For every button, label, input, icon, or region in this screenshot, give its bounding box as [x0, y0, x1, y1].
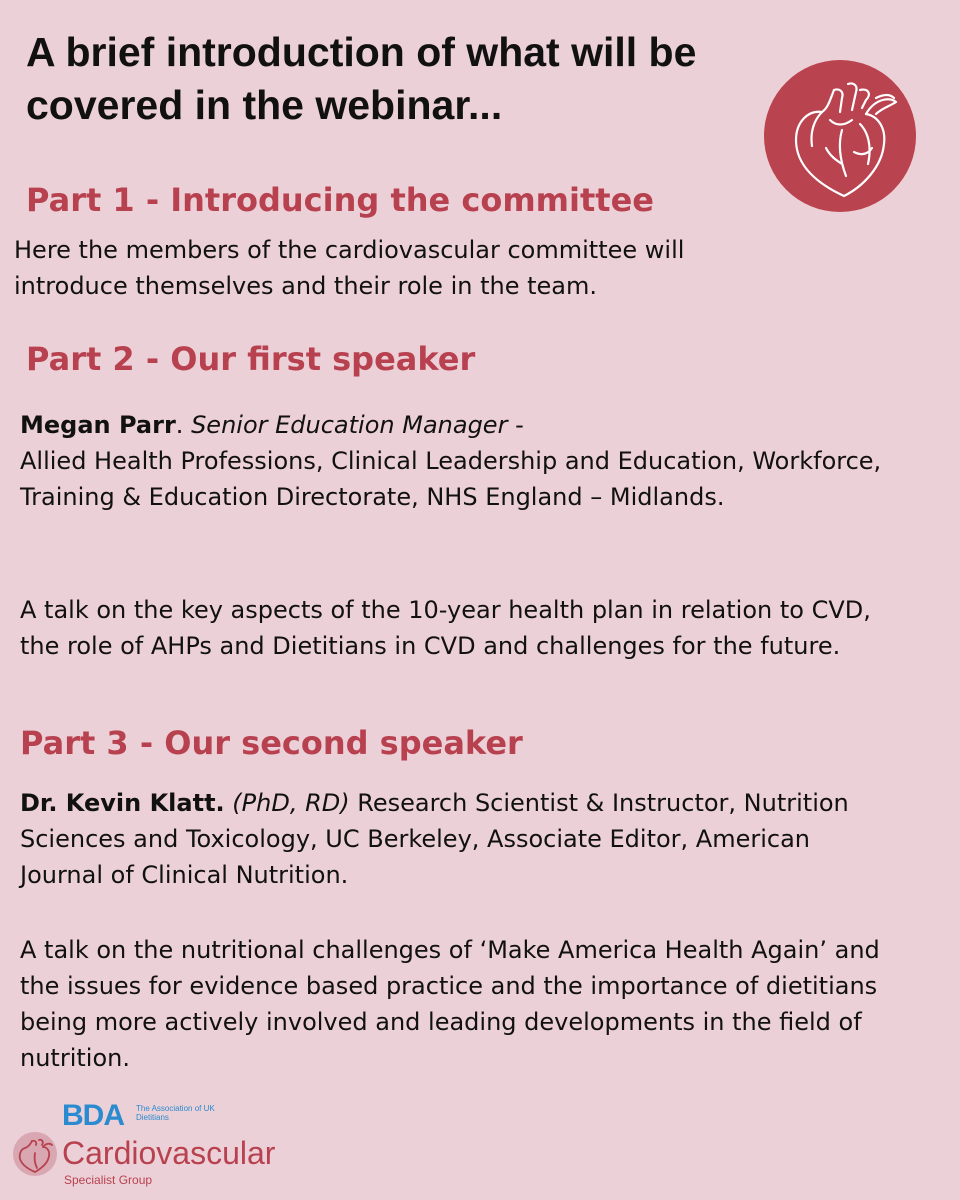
bda-association-text: The Association of UK Dietitians: [136, 1104, 215, 1122]
heart-icon: [12, 1131, 58, 1177]
speaker-name-punct: .: [175, 411, 192, 439]
speaker-details: Research Scientist & Instructor, Nutrition Sciences and Toxicology, UC Berkeley, Associate Editor, American Journal of Clinical Nutrition.: [20, 789, 849, 889]
page-title: A brief introduction of what will be covered in the webinar...: [26, 29, 697, 128]
cardiovascular-logo-name: Cardiovascular: [62, 1135, 276, 1171]
part2-heading: Part 2 - Our first speaker: [26, 340, 476, 378]
speaker-details: Allied Health Professions, Clinical Leadership and Education, Workforce, Training & Education Directorate, NHS England – Midlands.: [20, 447, 882, 511]
speaker-name: Dr. Kevin Klatt.: [20, 789, 225, 817]
part3-talk: A talk on the nutritional challenges of ‘Make America Health Again’ and the issues for evidence based practice and the importance of dietitians being more actively involved and leading developments in the field of nutrition.: [20, 936, 880, 1072]
part2-talk: A talk on the key aspects of the 10-year health plan in relation to CVD, the role of AHPs and Dietitians in CVD and challenges for the future.: [20, 596, 871, 660]
speaker-credentials: (PhD, RD): [224, 789, 350, 817]
part1-heading: Part 1 - Introducing the committee: [26, 181, 654, 219]
heart-badge: [764, 60, 916, 212]
speaker-name: Megan Parr: [20, 411, 176, 439]
part2-speaker: [20, 407, 900, 515]
logo-subtitle: Specialist Group: [64, 1173, 153, 1187]
heart-icon: [764, 60, 916, 212]
bda-logo: BDA: [62, 1099, 124, 1132]
part3-speaker: [20, 785, 900, 893]
speaker-role: Senior Education Manager: [191, 411, 508, 439]
part3-heading: Part 3 - Our second speaker: [20, 724, 523, 762]
part1-text: Here the members of the cardiovascular committee will introduce themselves and their role in the team.: [14, 236, 685, 300]
speaker-role-suffix: -: [507, 411, 524, 439]
